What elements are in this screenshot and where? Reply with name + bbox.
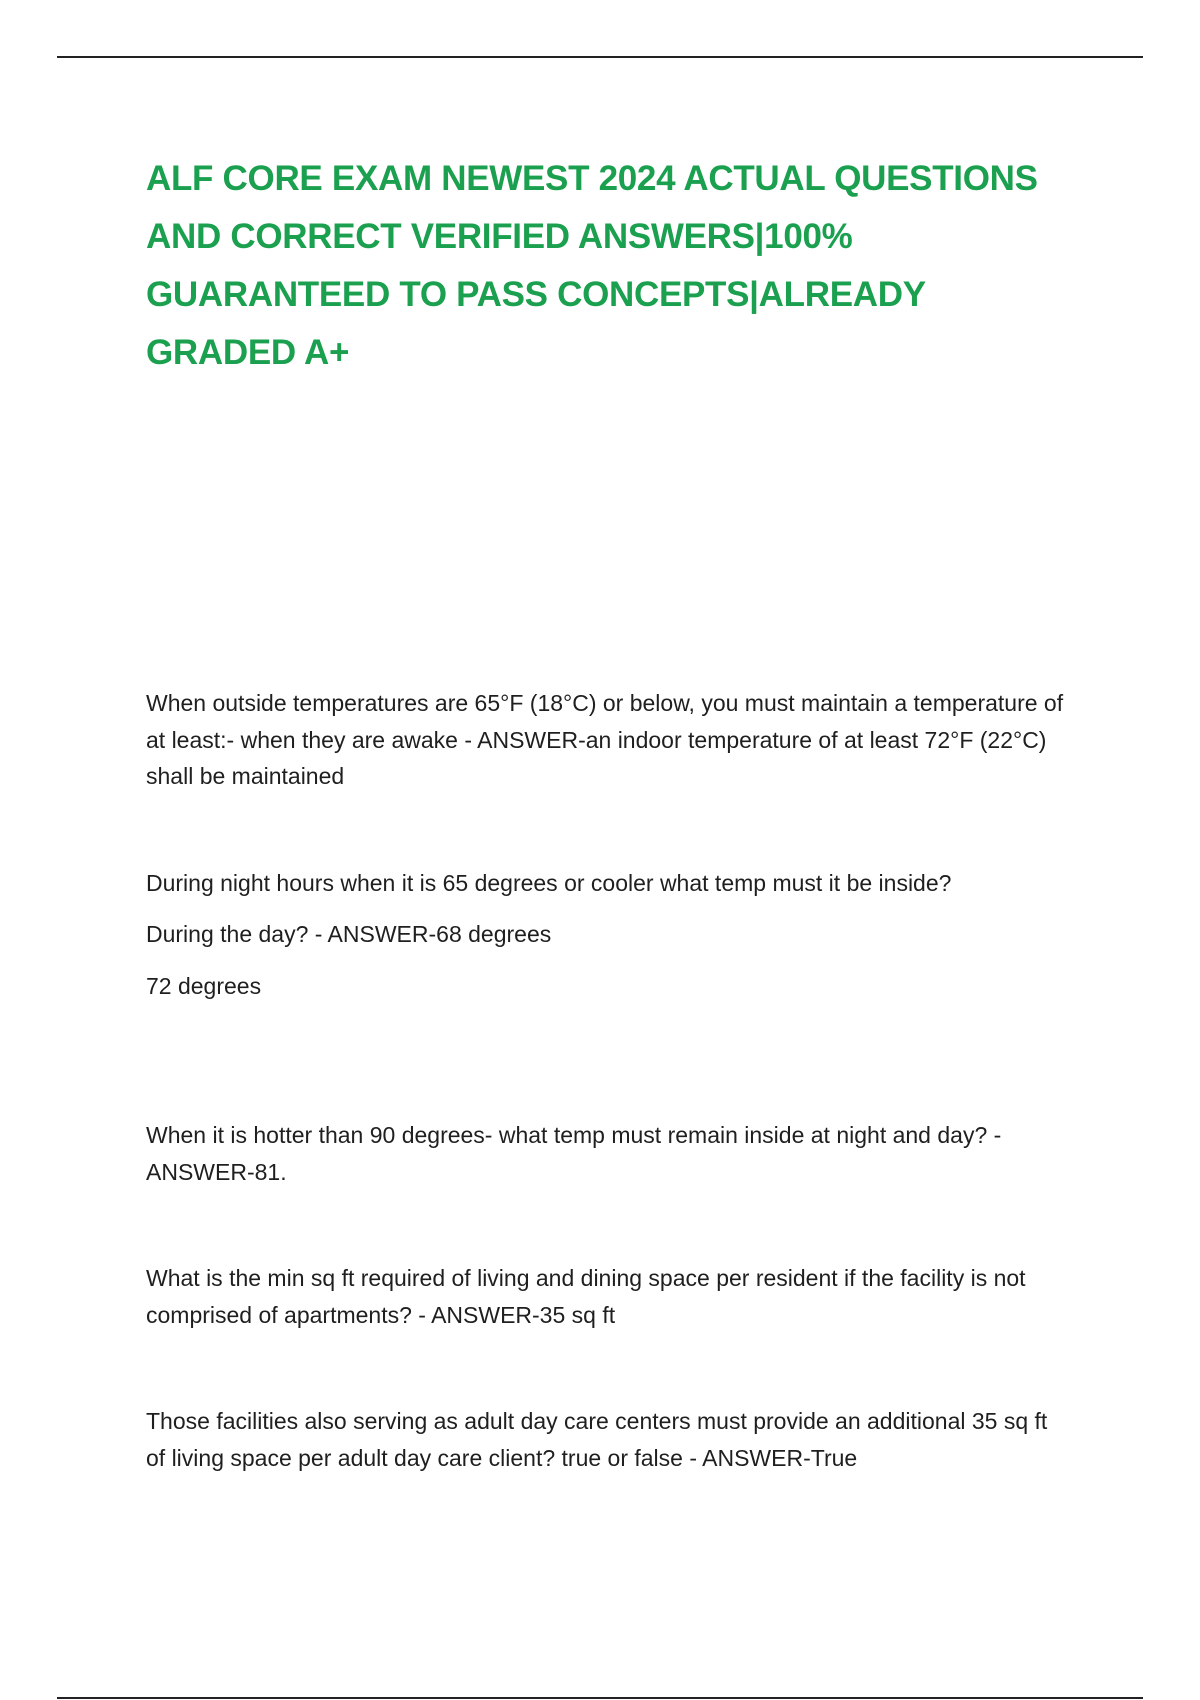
qa-text: Those facilities also serving as adult day care centers must provide an additional 35 sq ft of living space per adult day care client? true or false - ANSWER-True [146, 1408, 1048, 1471]
qa-item [146, 685, 1066, 795]
document-title: ALF CORE EXAM NEWEST 2024 ACTUAL QUESTIONS AND CORRECT VERIFIED ANSWERS|100% GUARANTEED TO PASS CONCEPTS|ALREADY GRADED A+ [146, 159, 1038, 372]
top-rule [57, 56, 1143, 58]
qa-item [146, 865, 1066, 1005]
qa-text: What is the min sq ft required of living and dining space per resident if the facility is not comprised of apartments? - ANSWER-35 sq ft [146, 1265, 1026, 1328]
bottom-rule [57, 1697, 1143, 1699]
qa-text-line: 72 degrees [146, 973, 262, 999]
qa-text: During night hours when it is 65 degrees or cooler what temp must it be inside? [146, 870, 952, 896]
qa-item [146, 1117, 1066, 1190]
qa-text-line: During the day? - ANSWER-68 degrees [146, 920, 552, 947]
qa-text: When outside temperatures are 65°F (18°C) or below, you must maintain a temperature of at least:- when they are awake - ANSWER-an indoor temperature of at least 72°F (22°C) shall be maintained [146, 690, 1064, 789]
qa-item [146, 1403, 1066, 1476]
qa-text: When it is hotter than 90 degrees- what temp must remain inside at night and day? - ANSWER-81. [146, 1122, 1002, 1185]
qa-item [146, 1260, 1066, 1333]
